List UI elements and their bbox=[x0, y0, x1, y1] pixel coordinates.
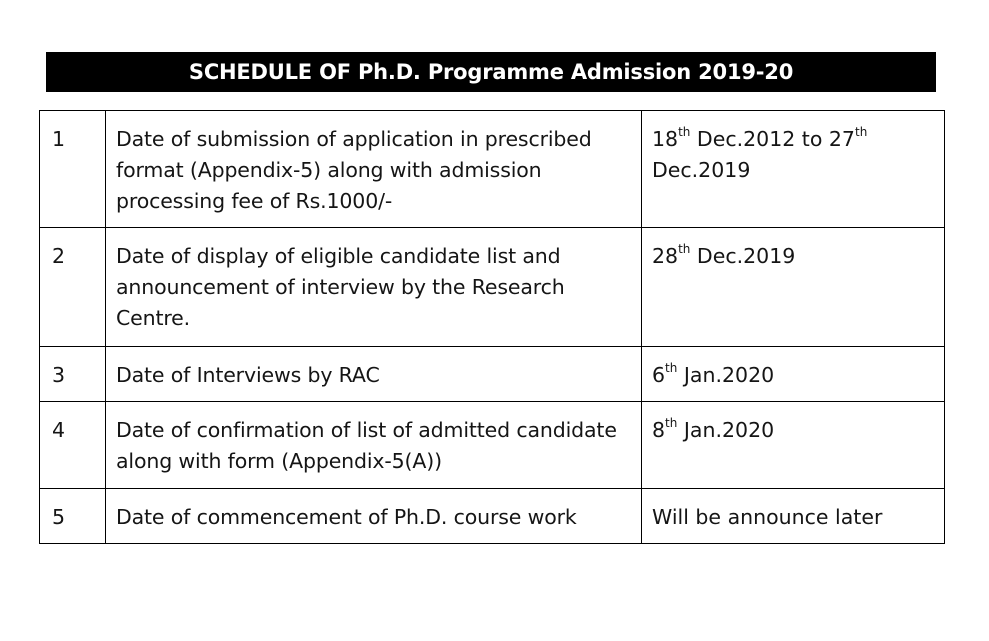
table-row bbox=[40, 228, 945, 347]
date-day: 18 bbox=[652, 127, 679, 151]
row-description: Date of submission of application in prescribed format (Appendix-5) along with admission processing fee of Rs.1000/- bbox=[106, 111, 642, 228]
date-month: Dec.2012 to 27 bbox=[690, 127, 855, 151]
row-number: 5 bbox=[40, 489, 106, 544]
date-suffix: th bbox=[678, 125, 691, 140]
row-number: 1 bbox=[40, 111, 106, 228]
schedule-table bbox=[39, 110, 945, 544]
row-date: Will be announce later bbox=[642, 489, 945, 544]
date-suffix: th bbox=[665, 416, 678, 431]
row-number: 2 bbox=[40, 228, 106, 347]
date-day: 6 bbox=[652, 363, 666, 387]
row-date bbox=[642, 111, 945, 228]
date-suffix: th bbox=[678, 242, 691, 257]
date-day: 28 bbox=[652, 244, 679, 268]
date-day: 8 bbox=[652, 418, 666, 442]
row-number: 3 bbox=[40, 347, 106, 402]
date-month: Dec.2019 bbox=[690, 244, 796, 268]
table-row bbox=[40, 402, 945, 489]
schedule-title: SCHEDULE OF Ph.D. Programme Admission 2019-20 bbox=[46, 52, 936, 92]
date-month: Jan.2020 bbox=[677, 363, 775, 387]
date-suffix: th bbox=[854, 125, 868, 140]
date-month: Jan.2020 bbox=[677, 418, 775, 442]
table-row bbox=[40, 489, 945, 544]
table-row bbox=[40, 111, 945, 228]
date-month: Dec.2019 bbox=[652, 158, 751, 182]
row-number: 4 bbox=[40, 402, 106, 489]
row-description: Date of Interviews by RAC bbox=[106, 347, 642, 402]
row-date bbox=[642, 402, 945, 489]
row-date bbox=[642, 228, 945, 347]
table-row bbox=[40, 347, 945, 402]
row-description: Date of display of eligible candidate list and announcement of interview by the Research Centre. bbox=[106, 228, 642, 347]
row-date bbox=[642, 347, 945, 402]
date-suffix: th bbox=[665, 361, 678, 376]
row-description: Date of confirmation of list of admitted candidate along with form (Appendix-5(A)) bbox=[106, 402, 642, 489]
row-description: Date of commencement of Ph.D. course work bbox=[106, 489, 642, 544]
